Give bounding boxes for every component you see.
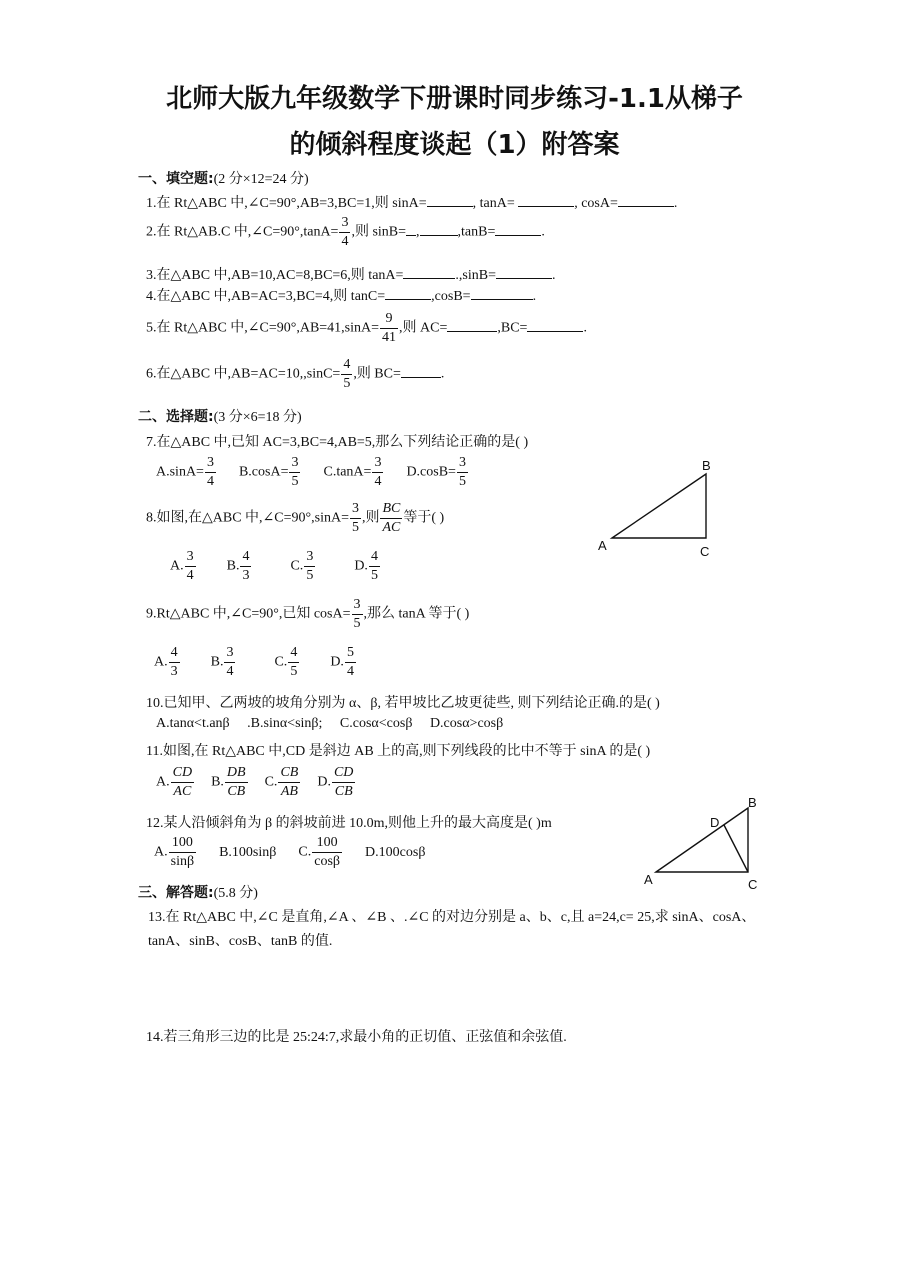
question-12: 12.某人沿倾斜角为 β 的斜坡前进 10.0m,则他上升的最大高度是( )m <box>146 816 552 831</box>
option-a[interactable]: A.sinA= $\frac{3}{4}$ <box>156 455 214 489</box>
answer-blank[interactable] <box>385 287 431 300</box>
question-5: 5.在 Rt△ABC 中,∠C=90°,AB=41,sinA= $\frac{9}{41}$ ,则 AC= ,BC= . <box>146 311 587 345</box>
option-d[interactable]: D.100cosβ <box>365 844 426 860</box>
answer-blank[interactable] <box>401 365 441 378</box>
option-b[interactable]: B.cosA= $\frac{3}{5}$ <box>238 455 299 489</box>
vertex-label-c: C <box>700 544 710 559</box>
fraction: $\frac{4}{5}$ <box>343 357 351 391</box>
question-10: 10.已知甲、乙两坡的坡角分别为 α、β, 若甲坡比乙坡更徒些, 则下列结论正确.的是( ) <box>146 696 660 711</box>
question-11: 11.如图,在 Rt△ABC 中,CD 是斜边 AB 上的高,则下列线段的比中不等于 sinA 的是( ) <box>146 744 651 759</box>
answer-blank[interactable] <box>496 266 552 279</box>
question-9-options <box>154 644 357 681</box>
question-12-options <box>154 834 425 871</box>
answer-blank[interactable] <box>471 287 533 300</box>
vertex-label-d: D <box>710 815 720 830</box>
option-a[interactable]: A. $\frac{100}{\sin\beta}$ <box>154 835 195 869</box>
option-c[interactable]: C. $\frac{CB}{AB}$ <box>264 765 299 799</box>
section2-points: (3 分×6=18 分) <box>213 410 302 425</box>
answer-blank[interactable] <box>447 319 497 332</box>
doc-title-line2: 的倾斜程度谈起（1）附答案 <box>289 130 620 160</box>
triangle-figure-1 <box>590 456 730 566</box>
section1-points: (2 分×12=24 分) <box>213 172 309 187</box>
option-a[interactable]: A. $\frac{3}{4}$ <box>170 549 194 583</box>
question-10-options[interactable]: A.tanα<t.anβ .B.sinα<sinβ; C.cosα<cosβ D.cosα>cosβ <box>156 716 504 731</box>
option-a[interactable]: A. $\frac{4}{3}$ <box>154 645 178 679</box>
section3-points: (5.8 分) <box>213 886 258 901</box>
answer-blank[interactable] <box>527 319 583 332</box>
option-b[interactable]: B. $\frac{DB}{CB}$ <box>211 765 246 799</box>
question-7-options <box>156 454 469 491</box>
vertex-label-c: C <box>748 877 758 892</box>
question-13: 13.在 Rt△ABC 中,∠C 是直角,∠A 、∠B 、.∠C 的对边分别是 a、b、c,且 a=24,c= 25,求 sinA、cosA、tanA、sinB、cosB、tanB 的值. <box>148 910 756 949</box>
section3-label: 三、解答题: <box>138 885 214 901</box>
vertex-label-b: B <box>748 795 757 810</box>
triangle-figure-2 <box>640 794 770 894</box>
doc-title-line1: 北师大版九年级数学下册课时同步练习-1.1从梯子 <box>166 84 743 114</box>
answer-blank[interactable] <box>403 266 455 279</box>
section1-heading <box>138 168 309 188</box>
section1-label: 一、填空题: <box>138 171 214 187</box>
option-d[interactable]: D. $\frac{4}{5}$ <box>354 549 378 583</box>
question-3: 3.在△ABC 中,AB=10,AC=8,BC=6,则 tanA= .,sinB= . <box>146 268 556 283</box>
question-8-options <box>170 548 381 585</box>
question-2: 2.在 Rt△AB.C 中,∠C=90°,tanA= $\frac{3}{4}$ ,则 sinB= , ,tanB= . <box>146 215 545 249</box>
option-c[interactable]: C. $\frac{3}{5}$ <box>290 549 314 583</box>
question-1: 1.在 Rt△ABC 中,∠C=90°,AB=3,BC=1,则 sinA= , tanA= , cosA= . <box>146 196 678 211</box>
question-8: 8.如图,在△ABC 中,∠C=90°,sinA= $\frac{3}{5}$ ,则 $\frac{BC}{AC}$ 等于( ) <box>146 501 445 535</box>
section2-heading <box>138 406 302 426</box>
answer-blank[interactable] <box>618 194 674 207</box>
option-d[interactable]: D. $\frac{5}{4}$ <box>330 645 354 679</box>
option-b[interactable]: B. $\frac{3}{4}$ <box>210 645 234 679</box>
triangle-abc <box>612 474 706 538</box>
option-b[interactable]: B.100sinβ <box>219 844 277 860</box>
option-c[interactable]: C.tanA= $\frac{3}{4}$ <box>323 455 382 489</box>
question-14: 14.若三角形三边的比是 25:24:7,求最小角的正切值、正弦值和余弦值. <box>146 1030 567 1045</box>
vertex-label-a: A <box>598 538 607 553</box>
altitude-cd <box>724 825 748 872</box>
answer-blank[interactable] <box>427 194 473 207</box>
section3-heading <box>138 882 258 902</box>
option-b[interactable]: B. $\frac{4}{3}$ <box>226 549 250 583</box>
answer-blank[interactable] <box>518 194 574 207</box>
option-d[interactable]: D. $\frac{CD}{CB}$ <box>317 765 354 799</box>
option-a[interactable]: A. $\frac{CD}{AC}$ <box>156 765 193 799</box>
section2-label: 二、选择题: <box>138 409 214 425</box>
answer-blank[interactable] <box>495 223 541 236</box>
option-c[interactable]: C. $\frac{4}{5}$ <box>274 645 298 679</box>
question-4: 4.在△ABC 中,AB=AC=3,BC=4,则 tanC= ,cosB= . <box>146 289 537 304</box>
question-7: 7.在△ABC 中,已知 AC=3,BC=4,AB=5,那么下列结论正确的是( ) <box>146 435 529 450</box>
answer-blank[interactable] <box>420 223 458 236</box>
vertex-label-a: A <box>644 872 653 887</box>
vertex-label-b: B <box>702 458 711 473</box>
option-d[interactable]: D.cosB= $\frac{3}{5}$ <box>406 455 466 489</box>
fraction: $\frac{9}{41}$ <box>382 311 397 345</box>
triangle-abc <box>656 808 748 872</box>
question-9: 9.Rt△ABC 中,∠C=90°,已知 cosA= $\frac{3}{5}$ ,那么 tanA 等于( ) <box>146 597 470 631</box>
question-11-options <box>156 764 356 801</box>
fraction: $\frac{3}{4}$ <box>341 215 349 249</box>
question-6: 6.在△ABC 中,AB=AC=10,,sinC= $\frac{4}{5}$ ,则 BC= . <box>146 357 445 391</box>
answer-blank[interactable] <box>406 223 416 236</box>
option-c[interactable]: C. $\frac{100}{\cos\beta}$ <box>298 835 341 869</box>
